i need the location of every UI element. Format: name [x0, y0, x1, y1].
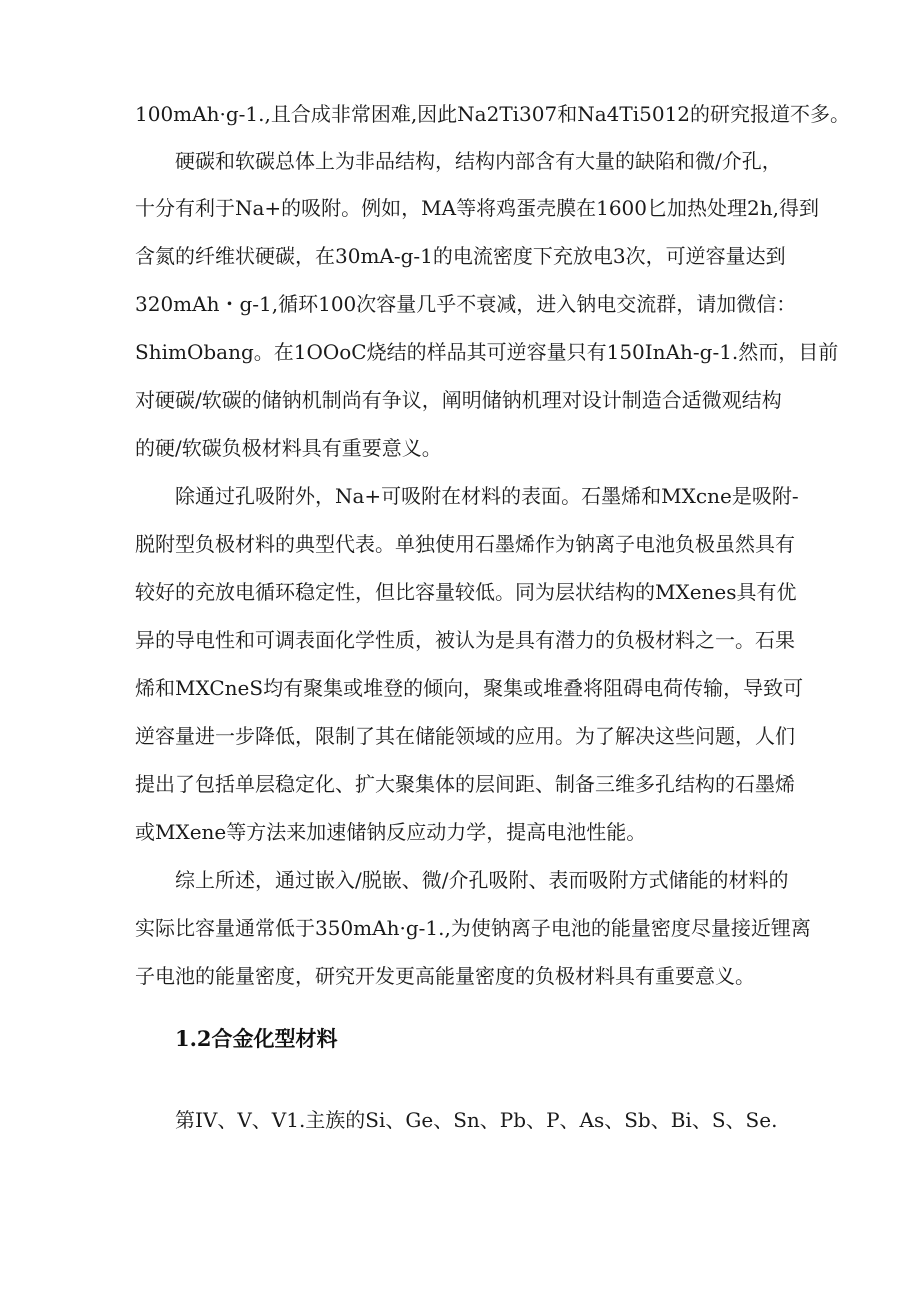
- text-line: 子电池的能量密度，研究开发更高能量密度的负极材料具有重要意义。: [135, 964, 755, 988]
- text-line: 综上所述，通过嵌入/脱嵌、微/介孔吸附、表而吸附方式储能的材料的: [175, 868, 789, 892]
- text-line: 含氮的纤维状硬碳，在30mA-g-1的电流密度下充放电3次，可逆容量达到: [135, 244, 786, 268]
- text-line: 提出了包括单层稳定化、扩大聚集体的层间距、制备三维多孔结构的石墨烯: [135, 772, 795, 796]
- text-line: 320mAh・g-1,循环100次容量几乎不衰减，进入钠电交流群，请加微信：: [135, 292, 797, 316]
- text-line: 烯和MXCneS均有聚集或堆登的倾向，聚集或堆叠将阻碍电荷传输，导致可: [135, 676, 804, 700]
- text-line: 100mAh·g-1.,且合成非常困难,因此Na2Ti307和Na4Ti5012的研究报道不多。: [135, 102, 851, 126]
- section-heading: 1.2合金化型材料: [175, 1026, 338, 1051]
- text-line: 第IV、V、V1.主族的Si、Ge、Sn、Pb、P、As、Sb、Bi、S、Se.: [175, 1108, 778, 1132]
- text-line: 的硬/软碳负极材料具有重要意义。: [135, 436, 442, 460]
- text-line: 或MXene等方法来加速储钠反应动力学，提高电池性能。: [135, 820, 647, 844]
- text-line: 较好的充放电循环稳定性，但比容量较低。同为层状结构的MXenes具有优: [135, 580, 797, 604]
- text-line: 除通过孔吸附外，Na+可吸附在材料的表面。石墨烯和MXcne是吸附-: [175, 484, 799, 508]
- text-line: 十分有利于Na+的吸附。例如，MA等将鸡蛋壳膜在1600匕加热处理2h,得到: [135, 196, 819, 220]
- text-line: 硬碳和软碳总体上为非品结构，结构内部含有大量的缺陷和微/介孔，: [175, 149, 782, 173]
- text-line: 脱附型负极材料的典型代表。单独使用石墨烯作为钠离子电池负极虽然具有: [135, 532, 795, 556]
- text-line: 对硬碳/软碳的储钠机制尚有争议，阐明储钠机理对设计制造合适微观结构: [135, 388, 782, 412]
- text-line: 实际比容量通常低于350mAh·g-1.,为使钠离子电池的能量密度尽量接近锂离: [135, 916, 811, 940]
- text-line: ShimObang。在1OOoC烧结的样品其可逆容量只有150InAh-g-1.然而，目前: [135, 340, 839, 364]
- text-line: 异的导电性和可调表面化学性质，被认为是具有潜力的负极材料之一。石果: [135, 628, 795, 652]
- text-line: 逆容量进一步降低，限制了其在储能领域的应用。为了解决这些问题，人们: [135, 724, 795, 748]
